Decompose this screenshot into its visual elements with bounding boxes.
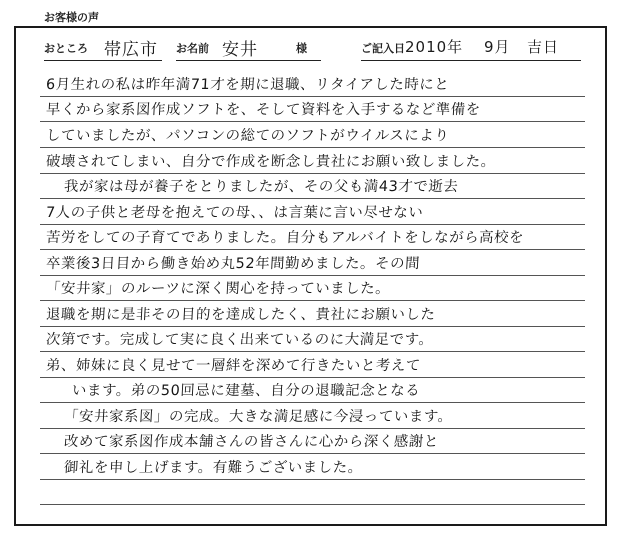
body-text-line: 苦労をしての子育てでありました。自分もアルバイトをしながら高校を <box>45 230 525 246</box>
date-underline <box>361 60 581 61</box>
ruled-line <box>40 300 585 301</box>
ruled-line <box>40 173 585 174</box>
body-text-line: 破壊されてしまい、自分で作成を断念し貴社にお願い致しました。 <box>45 154 497 170</box>
name-value: 安井 <box>222 40 258 60</box>
body-text-line: います。弟の50回忌に建墓、自分の退職記念となる <box>71 383 421 399</box>
ruled-line <box>40 453 585 454</box>
ruled-line <box>40 402 585 403</box>
body-text-line: 弟、姉妹に良く見せて一層絆を深めて行きたいと考えて <box>45 358 422 374</box>
address-underline <box>44 60 162 61</box>
body-text-line: 次第です。完成して実に良く出来ているのに大満足です。 <box>45 332 434 348</box>
ruled-line <box>40 377 585 378</box>
body-text-line: していましたが、パソコンの総てのソフトがウイルスにより <box>45 128 450 144</box>
ruled-line <box>40 224 585 225</box>
name-label: お名前 <box>176 42 209 55</box>
body-text-line: 7人の子供と老母を抱えての母、、は言葉に言い尽せない <box>45 205 424 221</box>
date-label: ご記入日 <box>361 42 405 55</box>
body-text-line: 6月生れの私は昨年満71才を期に退職、リタイアした時にと <box>45 77 450 93</box>
ruled-line <box>40 504 585 505</box>
ruled-line <box>40 428 585 429</box>
name-underline <box>176 60 321 61</box>
body-text-line: 退職を期に是非その目的を達成したく、貴社にお願いした <box>45 307 436 323</box>
honorific: 様 <box>296 42 307 55</box>
ruled-line <box>40 479 585 480</box>
body-text-line: 我が家は母が養子をとりましたが、その父も満43才で逝去 <box>63 179 459 195</box>
body-text-line: 「安井家系図」の完成。大きな満足感に今浸っています。 <box>63 409 454 425</box>
address-value: 帯広市 <box>104 40 158 60</box>
address-label: おところ <box>44 42 88 55</box>
body-text-line: 改めて家系図作成本舗さんの皆さんに心から深く感謝と <box>63 434 440 450</box>
date-year: 2010年 <box>405 38 464 56</box>
ruled-line <box>40 249 585 250</box>
body-text-line: 早くから家系図作成ソフトを、そして資料を入手するなど準備を <box>45 102 482 118</box>
ruled-line <box>40 351 585 352</box>
form-title: お客様の声 <box>44 11 99 24</box>
date-day: 吉日 <box>527 38 560 56</box>
ruled-line <box>40 326 585 327</box>
date-month: 9月 <box>484 38 511 56</box>
ruled-line <box>40 198 585 199</box>
body-text-line: 御礼を申し上げます。有難うございました。 <box>63 460 364 476</box>
ruled-line <box>40 96 585 97</box>
ruled-line <box>40 121 585 122</box>
body-text-line: 卒業後3日目から働き始め丸52年間勤めました。その間 <box>45 256 421 272</box>
body-text-line: 「安井家」のルーツに深く関心を持っていました。 <box>45 281 391 297</box>
ruled-line <box>40 147 585 148</box>
ruled-line <box>40 275 585 276</box>
